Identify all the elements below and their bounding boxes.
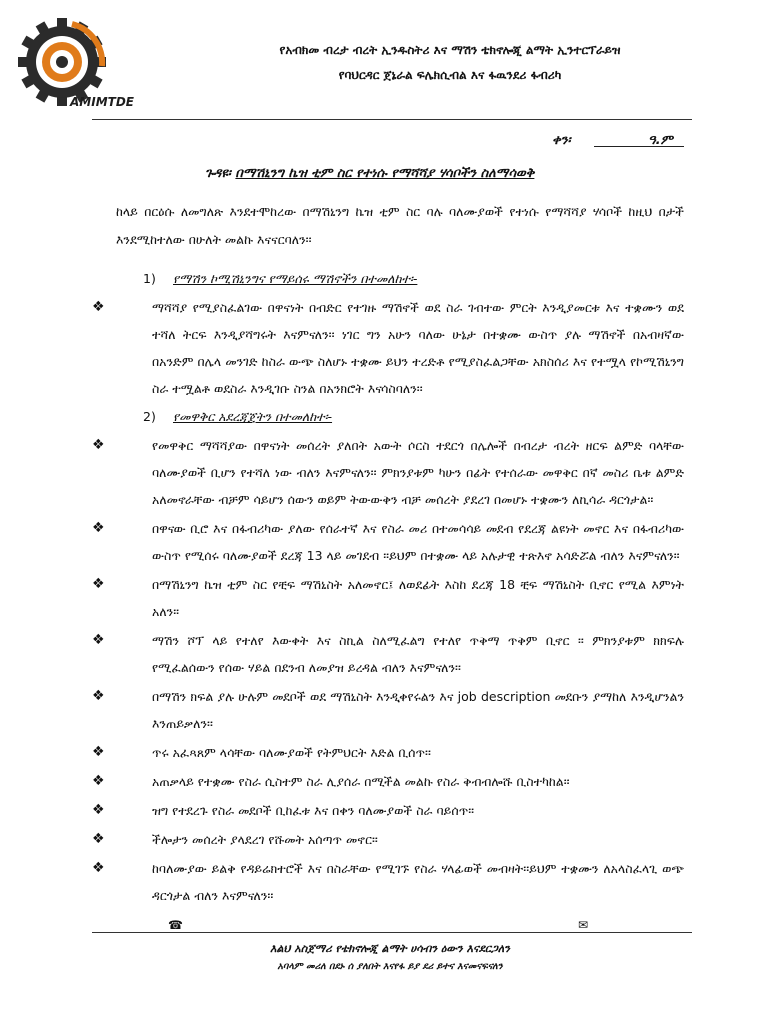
- diamond-star-icon: ❖: [92, 632, 105, 648]
- footer-motto: እልህ አስጀማሪ የቴክኖሎጂ ልማት ሀሳብን ዕውን እናደርጋለን: [270, 942, 510, 955]
- bullet-item: [92, 432, 684, 513]
- bullet-text: ማሽን ሾፕ ላይ የተለየ እውቀት እና ስኪል ስለሚፈልግ የተለየ ጥቅማ ጥቅም ቢኖር ፡፡ ምክንያቱም ክክፍሉ የሚፈልሰውን የሰው ሃይል በደንብ ለመያዝ ይረዳል ብለን እናምናለን፡፡: [152, 633, 684, 675]
- bullet-text: አጠቃላይ የተቋሙ የስራ ሲስተም ስራ ሊያሰራ በሚችል መልኩ የስራ ቅብብሎሹ ቢስተካከል፡፡: [152, 774, 570, 789]
- date-label: ቀን፡: [552, 133, 571, 148]
- intro-paragraph: ከላይ በርዕሱ ለመግለጽ እንደተሞከረው በማሽኒንግ ኬዝ ቲም ስር ባሉ ባለሙያወች የተነሱ የማሻሻያ ሃሳቦች ከዚህ በታች እንደሚከተለው በሁለት መልኩ እናናርባለን፡፡: [116, 204, 684, 247]
- bullet-item: [92, 627, 684, 681]
- bullet-item: [92, 294, 684, 402]
- bullet-item: [92, 826, 684, 853]
- bullet-item: [92, 768, 684, 795]
- header-divider: [92, 119, 692, 120]
- bullet-text: በማሽን ክፍል ያሉ ሁሉም መደቦች ወደ ማሽኒስት እንዲቀየሩልን እና job description መደቡን ያማከለ እንዲሆንልን እንጠይቃለን፡፡: [152, 689, 684, 731]
- envelope-icon: ✉: [578, 918, 589, 932]
- bullet-text: ጥሩ አፈጻጸም ላሳቸው ባለሙያወች የትምህርት እድል ቢሰጥ፡፡: [152, 745, 431, 760]
- phone-icon: ☎: [168, 918, 183, 932]
- diamond-star-icon: ❖: [92, 831, 105, 847]
- section-title: የመዋቅር አደረጃጀትን በተመለከተ፡-: [173, 409, 333, 424]
- bullet-item: [92, 571, 684, 625]
- bullet-item: [92, 683, 684, 737]
- amimtde-logo: [14, 16, 134, 112]
- section-number: 2): [143, 409, 156, 424]
- diamond-star-icon: ❖: [92, 688, 105, 704]
- section-1-heading: [116, 266, 684, 292]
- section-2-heading: [116, 404, 684, 430]
- diamond-star-icon: ❖: [92, 576, 105, 592]
- diamond-star-icon: ❖: [92, 437, 105, 453]
- organization-name: የአብክመ ብረታ ብረት ኢንዱስትሪ እና ማሽን ቴክኖሎጂ ልማት ኢንተርፕራይዝ: [279, 43, 621, 57]
- section-title: የማሽን ኮሚሽኒንግና የማይሰሩ ማሽኖችን በተመለከተ፡-: [173, 271, 418, 286]
- date-era-unit: ዓ.ም: [648, 133, 673, 148]
- letter-body: [92, 198, 684, 911]
- diamond-star-icon: ❖: [92, 744, 105, 760]
- footer-subline: አባላም መሪለ በደኑ ሰ ያለበት እናየፋ ይያ ደሪ ይተና እናመናፍናለን: [277, 961, 503, 972]
- subject-label: ጉዳዩ፡: [205, 166, 231, 181]
- logo-text: AMIMTDE: [70, 95, 134, 109]
- diamond-star-icon: ❖: [92, 299, 105, 315]
- section-number: 1): [143, 271, 156, 286]
- subject-line: [205, 166, 534, 181]
- footer-divider: [92, 932, 692, 933]
- bullet-item: [92, 797, 684, 824]
- bullet-text: በማሽኒንግ ኬዝ ቲም ስር የቺፍ ማሽኒስት አለመኖር፤ ለወደፊት እስከ ደረጃ 18 ቺፍ ማሽኒስት ቢኖር የሚል እምነት አለን፡፡: [152, 577, 684, 619]
- bullet-text: ችሎታን መሰረት ያላደረገ የሹመት አሰጣጥ መኖር፡፡: [152, 832, 378, 847]
- bullet-item: [92, 739, 684, 766]
- diamond-star-icon: ❖: [92, 802, 105, 818]
- bullet-item: [92, 515, 684, 569]
- diamond-star-icon: ❖: [92, 860, 105, 876]
- diamond-star-icon: ❖: [92, 520, 105, 536]
- bullet-text: ዝግ የተደረጉ የስራ መደቦች ቢከፈቱ እና በቀን ባለሙያወች ስራ ባይሰጥ፡፡: [152, 803, 475, 818]
- bullet-item: [92, 855, 684, 909]
- bullet-text: ማሻሻያ የሚያስፈልገው በዋናነት በብድር የተገዙ ማሽኖች ወደ ስራ ገብተው ምርት እንዲያመርቱ እና ተቋሙን ወደ ተሻለ ትርፍ እንዲያሻግሩት እናምናለን፡፡ ነገር ግን አሁን ባለው ሁኔታ በተቋሙ ውስጥ ያሉ ማሽኖች በአብዛኛው በአንድም በሌላ መንገድ ከስራ ውጭ ስለሆኑ ተቋሙ ይህን ተረድቶ የሚያስፈልጋቸው አክስሰሪ እና የተሟላ የኮሚሽኒንግ ስራ ተሟልቶ ወደስራ እንዲገቡ ስንል በአንክሮት እናሳስባለን፡፡: [152, 300, 684, 396]
- diamond-star-icon: ❖: [92, 773, 105, 789]
- bullet-text: ከባለሙያው ይልቅ የዳይሬክተሮች እና በስራቸው የሚገኙ የስራ ሃላፊወች መብዛት፡፡ይህም ተቋሙን ለአላስፈላጊ ወጭ ዳርጎታል ብለን እናምናለን፡፡: [152, 861, 684, 903]
- bullet-text: የመዋቅር ማሻሻያው በዋናነት መሰረት ያለበት አውት ሶርስ ተደርጎ በሌሎች በብረታ ብረት ዘርፍ ልምድ ባላቸው ባለሙያወች ቢሆን የተሻለ ነው ብለን እናምናለን፡፡ ምክንያቱም ካሁን በፊት የተሰራው መዋቅር በኛ መስሪ ቤቱ ልምድ አለመኖራቸው ብቻም ሳይሆን ሰውን ወይም ትውውቅን ብቻ መሰረት ያደረገ በመሆኑ ተቋሙን ለኪሳራ ዳርጎታል፡፡: [152, 438, 684, 507]
- bullet-text: በዋናው ቢሮ እና በፋብሪካው ያለው የሰራተኛ እና የስራ መሪ በተመሳሳይ መደብ የደረጃ ልዩነት መኖር እና በፋብሪካው ውስጥ የሚሰሩ ባለሙያወች ደረጃ 13 ላይ መገደብ ፡፡ይህም በተቋሙ ላይ አሉታዊ ተጽእኖ አሳድሯል ብለን እናምናለን፡፡: [152, 521, 684, 563]
- factory-name: የባህርዳር ጀኔራል ፍሌክሲብል እና ፋዉንደሪ ፋብሪካ: [338, 68, 562, 82]
- subject-text: በማሽኒንግ ኬዝ ቲም ስር የተነሱ የማሻሻያ ሃሳቦችን ስለማሳወቅ: [235, 166, 535, 181]
